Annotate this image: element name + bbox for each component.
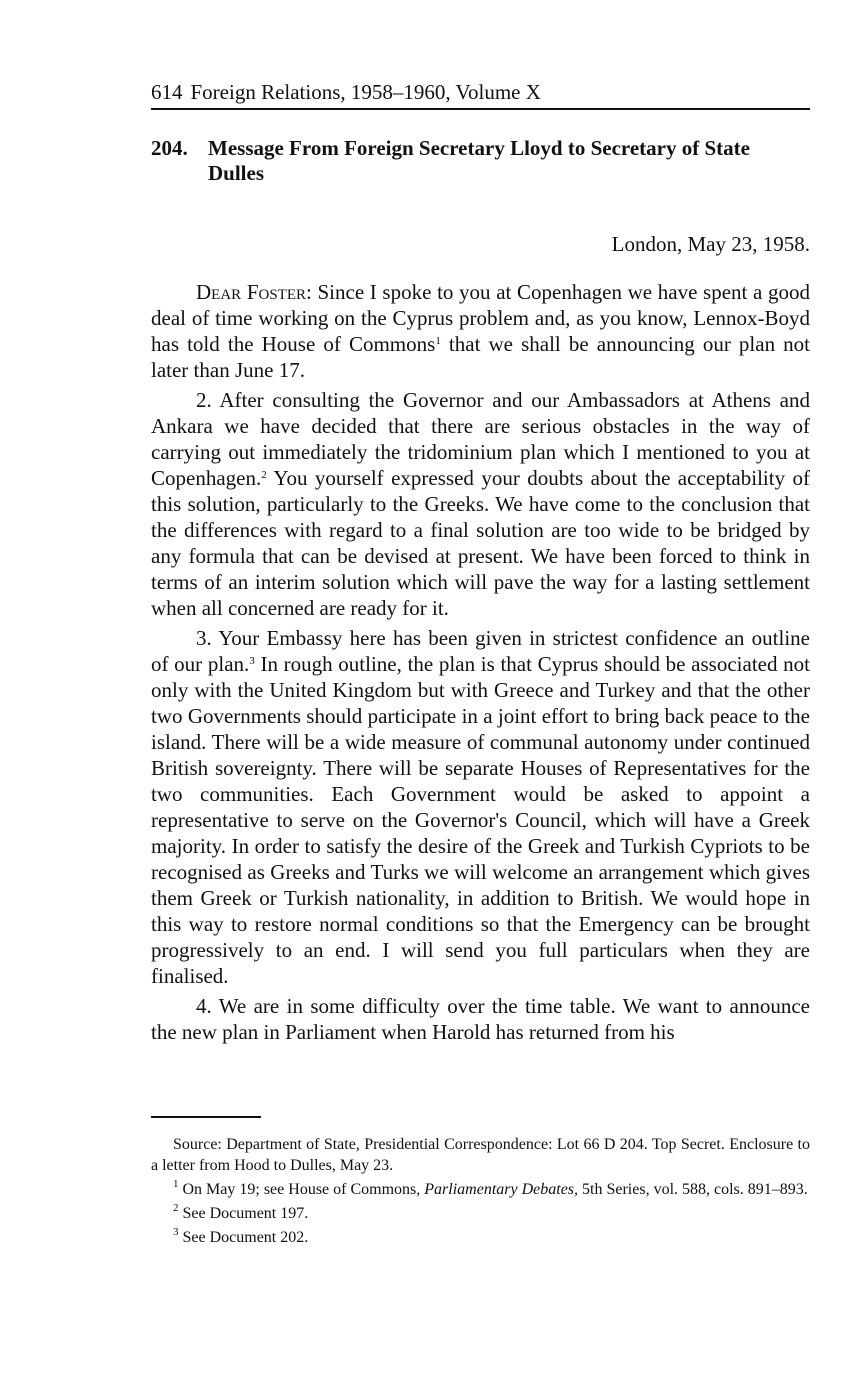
dateline: London, May 23, 1958.: [611, 232, 810, 256]
footnote-2: $^2$ See Document 197.: [173, 1202, 309, 1222]
footnotes: [151, 1134, 810, 1248]
footnote-marker: 1: [173, 1178, 179, 1190]
running-header: [151, 78, 810, 110]
footnote-1: $^1$ On May 19; see House of Commons, Parliamentary Debates, 5th Series, vol. 588, cols. 891–893.: [173, 1178, 808, 1198]
footnote-ref-3: 3: [249, 655, 255, 667]
paragraph-4: 4. We are in some difficulty over the time table. We want to announce the new plan in Parliament when Harold has returned from his: [151, 994, 810, 1044]
source-note: Source: Department of State, Presidential Correspondence: Lot 66 D 204. Top Secret. Enclosure to a letter from Hood to Dulles, May 23.: [151, 1136, 810, 1174]
document-page: [151, 78, 810, 1248]
footnote-ref-1: 1: [435, 335, 441, 347]
footnote-ref-2: 2: [261, 469, 267, 481]
salutation: Dear Foster:: [196, 280, 312, 304]
letter-body: [151, 279, 810, 1045]
footnote-marker: 2: [173, 1202, 179, 1214]
paragraph-3: 3. Your Embassy here has been given in strictest confidence an outline of our plan.$^3$ In rough outline, the plan is that Cyprus should be associated not only with the United Kingdom but with Greece and Turkey and that the other two Governments should participate in a joint effort to bring back peace to the island. There will be a wide measure of communal autonomy under continued British sovereignty. There will be separate Houses of Representatives for the two communities. Each Government would be asked to appoint a representative to serve on the Governor's Council, which will have a Greek majority. In order to satisfy the desire of the Greek and Turkish Cypriots to be recognised as Greeks and Turks we will welcome an arrangement which gives them Greek or Turkish nationality, in addition to British. We would hope in this way to restore normal conditions so that the Emergency can be brought progressively to an end. I will send you full particulars when they are finalised.: [151, 626, 810, 988]
footnote-divider: [151, 1116, 261, 1118]
document-title: Message From Foreign Secretary Lloyd to Secretary of State Dulles: [208, 136, 750, 185]
paragraph-2: 2. After consulting the Governor and our Ambassadors at Athens and Ankara we have decided that there are serious obstacles in the way of carrying out immediately the tridominium plan which I mentioned to you at Copenhagen.$^2$ You yourself expressed your doubts about the acceptability of this solution, particularly to the Greeks. We have come to the conclusion that the differences with regard to a final solution are too wide to be bridged by any formula that can be devised at present. We have been forced to think in terms of an interim solution which will pave the way for a lasting settlement when all concerned are ready for it.: [151, 388, 810, 620]
publication-title: Parliamentary Debates,: [424, 1181, 579, 1198]
footnote-marker: 3: [173, 1226, 179, 1238]
document-number: 204.: [151, 136, 188, 160]
page-number: 614: [151, 80, 183, 104]
running-title: Foreign Relations, 1958–1960, Volume X: [190, 80, 541, 104]
footnote-3: $^3$ See Document 202.: [173, 1226, 309, 1246]
paragraph-1: Dear Foster: Since I spoke to you at Copenhagen we have spent a good deal of time working on the Cyprus problem and, as you know, Lennox-Boyd has told the House of Commons$^1$ that we shall be announcing our plan not later than June 17.: [151, 280, 810, 382]
document-heading: [151, 136, 810, 186]
